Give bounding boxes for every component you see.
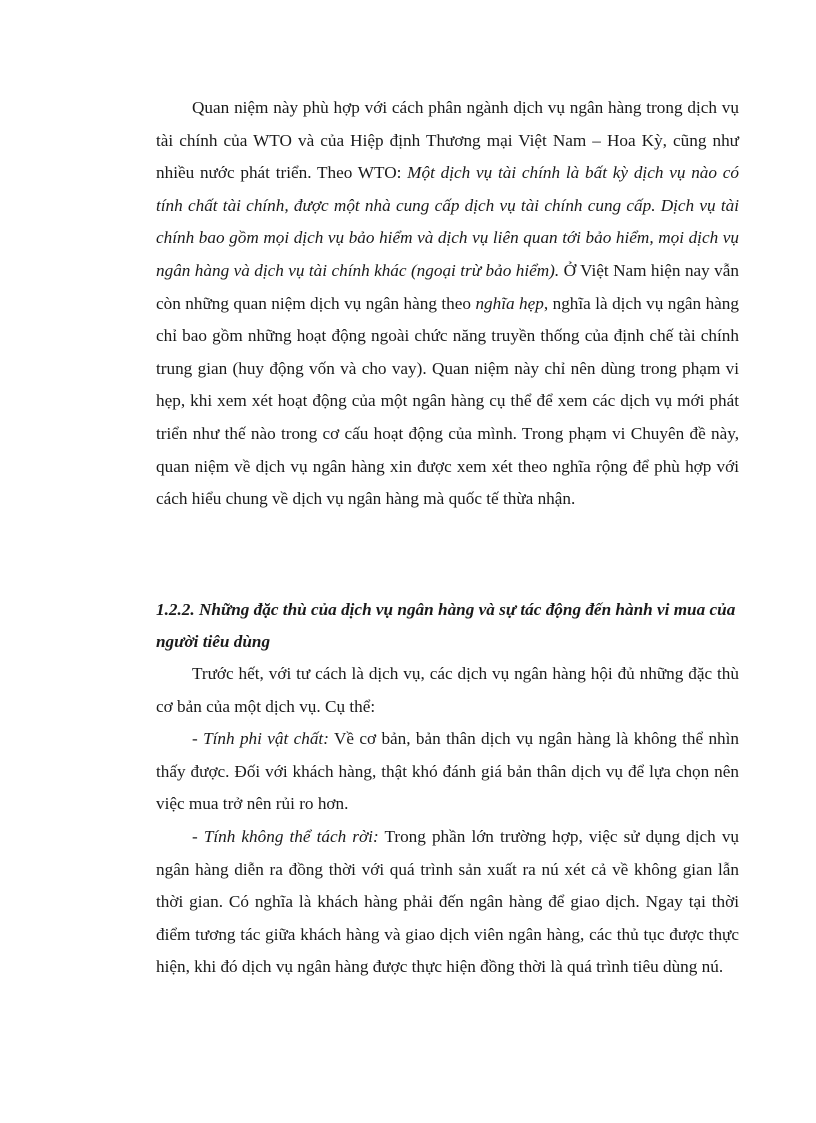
list-item-inseparability [156, 821, 739, 984]
wto-definition-quote: Một dịch vụ tài chính là bất kỳ dịch vụ nào có tính chất tài chính, được một nhà cung cấp dịch vụ tài chính cung cấp. Dịch vụ tài chính bao gồm mọi dịch vụ bảo hiểm và dịch vụ liên quan tới bảo hiểm, mọi dịch vụ ngân hàng và dịch vụ tài chính khác (ngoại trừ bảo hiểm). [156, 163, 739, 280]
section-number: 1.2.2. [156, 600, 195, 619]
narrow-sense-term: nghĩa hẹp [475, 293, 544, 313]
inseparability-label: - Tính không thể tách rời: [192, 826, 379, 846]
intangibility-label: - Tính phi vật chất: [192, 729, 329, 749]
section-heading [156, 594, 746, 658]
body-text-bottom [156, 658, 739, 984]
intangibility-text: Về cơ bản, bản thân dịch vụ ngân hàng là không thể nhìn thấy được. Đối với khách hàng, thật khó đánh giá bản thân dịch vụ để lựa chọn nên việc mua trở nên rủi ro hơn. [156, 729, 739, 814]
section-title: Những đặc thù của dịch vụ ngân hàng và sự tác động đến hành vi mua của người tiêu dùng [156, 600, 736, 651]
inseparability-text: Trong phần lớn trường hợp, việc sử dụng dịch vụ ngân hàng diễn ra đồng thời với quá trình sản xuất ra nú xét cả về không gian lẫn thời gian. Có nghĩa là khách hàng phải đến ngân hàng để giao dịch. Ngay tại thời điểm tương tác giữa khách hàng và giao dịch viên ngân hàng, các thủ tục được thực hiện, khi đó dịch vụ ngân hàng được thực hiện đồng thời là quá trình tiêu dùng nú. [156, 826, 740, 977]
paragraph1-part2: Ở Việt Nam hiện nay vẫn còn những quan niệm dịch vụ ngân hàng theo [156, 260, 739, 313]
list-item-intangibility [156, 723, 739, 821]
paragraph1-part1: Quan niệm này phù hợp với cách phân ngành dịch vụ ngân hàng trong dịch vụ tài chính của WTO và của Hiệp định Thương mại Việt Nam – Hoa Kỳ, cũng như nhiều nước phát triển. Theo WTO: [156, 98, 739, 183]
paragraph-banking-service-concept [156, 92, 739, 516]
paragraph-intro-characteristics: Trước hết, với tư cách là dịch vụ, các dịch vụ ngân hàng hội đủ những đặc thù cơ bản của một dịch vụ. Cụ thể: [156, 664, 739, 716]
body-text-top [156, 92, 739, 516]
paragraph1-part3: , nghĩa là dịch vụ ngân hàng chỉ bao gồm những hoạt động ngoài chức năng truyền thống của định chế tài chính trung gian (huy động vốn và cho vay). Quan niệm này chỉ nên dùng trong phạm vi hẹp, khi xem xét hoạt động của một ngân hàng cụ thể để xem các dịch vụ mới phát triển như thế nào trong cơ cấu hoạt động của mình. Trong phạm vi Chuyên đề này, quan niệm về dịch vụ ngân hàng xin được xem xét theo nghĩa rộng để phù hợp với cách hiểu chung về dịch vụ ngân hàng mà quốc tế thừa nhận. [156, 293, 739, 509]
